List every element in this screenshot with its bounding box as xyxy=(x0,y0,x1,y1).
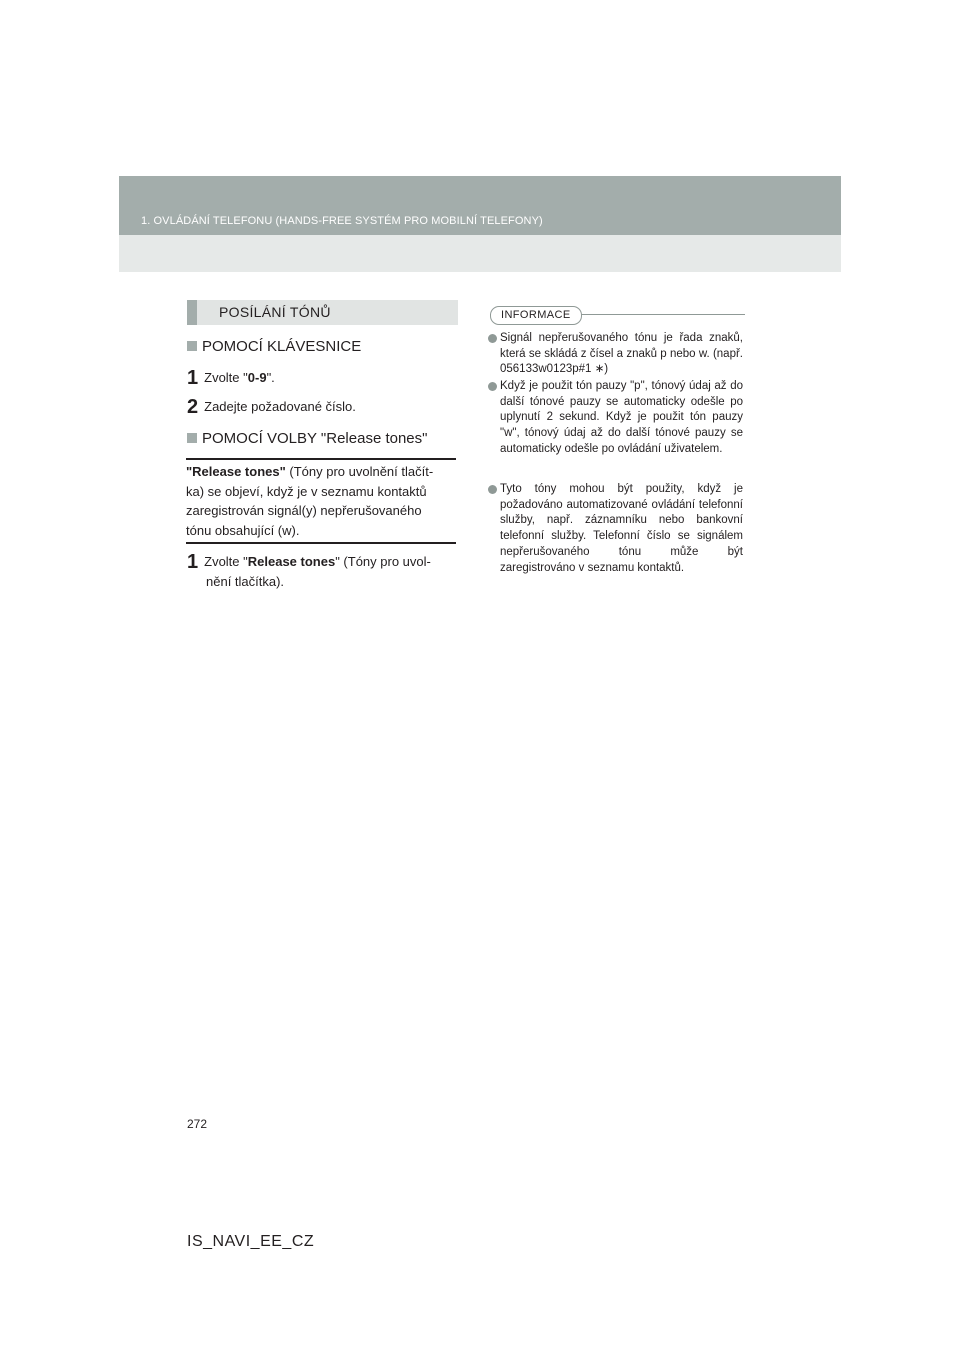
section-title-bar xyxy=(187,300,458,325)
info-tag: INFORMACE xyxy=(490,306,582,325)
square-bullet-icon xyxy=(187,341,197,351)
header-subband xyxy=(119,235,841,272)
info-bullet: Když je použit tón pauzy "p", tónový údaj až do další tónové pauzy se automaticky odešle po uplynutí 2 sekund. Když je použit tón pauzy "w", tónový údaj až do další tónové pauzy se automaticky odešle po ovládání uživatelem. xyxy=(488,379,743,458)
option-label: 0-9 xyxy=(247,370,267,385)
section-accent xyxy=(187,300,197,325)
step-number: 2 xyxy=(187,396,199,418)
page-number: 272 xyxy=(187,1117,208,1131)
bullet-dot-icon xyxy=(488,382,497,391)
bullet-dot-icon xyxy=(488,334,497,343)
square-bullet-icon xyxy=(187,433,197,443)
section-title: POSÍLÁNÍ TÓNŮ xyxy=(219,304,331,320)
subheading-release-tones: POMOCÍ VOLBY "Release tones" xyxy=(187,430,427,447)
document-code: IS_NAVI_EE_CZ xyxy=(187,1233,315,1250)
step-select-digits: 1 Zvolte "0-9". xyxy=(187,367,275,389)
info-bullet: Tyto tóny mohou být použity, když je požadováno automatizované ovládání telefonní služby, např. záznamníku nebo bankovní telefonní služby. Telefonní číslo se signálem nepřerušovaného tónu může být zaregistrováno v seznamu kontaktů. xyxy=(488,482,743,576)
info-bullet: Signál nepřerušovaného tónu je řada znaků, která se skládá z čísel a znaků p nebo w. (např. 056133w0123p#1 ∗) xyxy=(488,331,743,378)
step-select-release-tones: 1 Zvolte "Release tones" (Tóny pro uvol- nění tlačítka). xyxy=(187,551,431,589)
bullet-dot-icon xyxy=(488,485,497,494)
step-number: 1 xyxy=(187,367,199,389)
step-enter-number: 2 Zadejte požadované číslo. xyxy=(187,396,356,418)
chapter-header xyxy=(119,176,841,235)
step-number: 1 xyxy=(187,551,199,573)
option-label: Release tones xyxy=(247,554,336,569)
subheading-keypad: POMOCÍ KLÁVESNICE xyxy=(187,338,361,355)
release-tones-note: "Release tones" (Tóny pro uvolnění tlačít- ka) se objeví, když je v seznamu kontaktů zaregistrován signál(y) nepřerušovaného tónu obsahující (w). xyxy=(186,458,456,544)
chapter-title: 1. OVLÁDÁNÍ TELEFONU (HANDS-FREE SYSTÉM PRO MOBILNÍ TELEFONY) xyxy=(141,215,543,227)
